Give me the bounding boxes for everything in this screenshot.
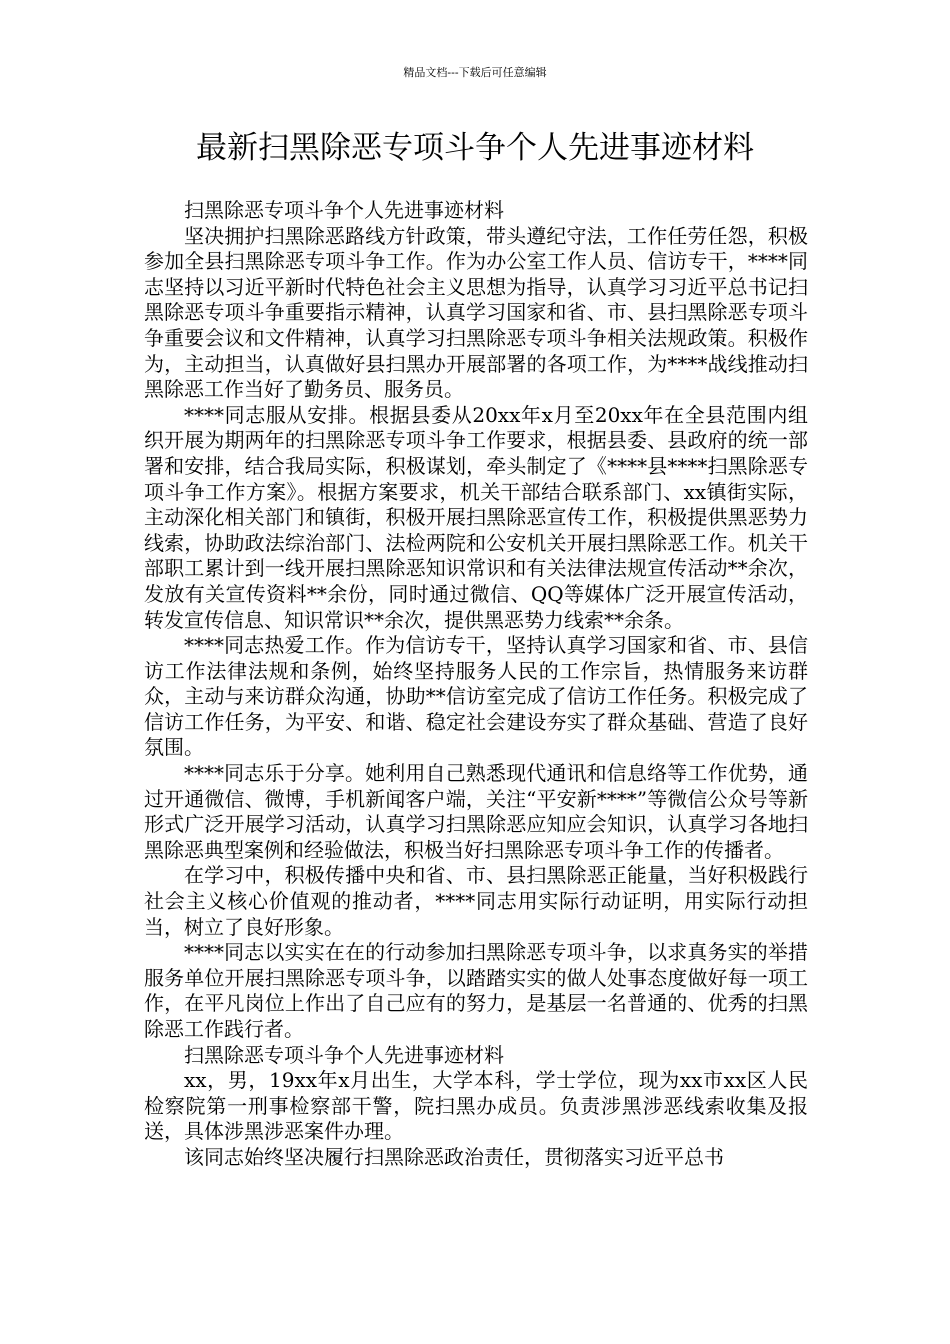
- paragraph: 扫黑除恶专项斗争个人先进事迹材料: [184, 198, 504, 222]
- paragraph: 扫黑除恶专项斗争个人先进事迹材料: [184, 1042, 504, 1067]
- document-title: 最新扫黑除恶专项斗争个人先进事迹材料: [196, 130, 754, 166]
- paragraph: ****同志服从安排。根据县委从20xx年x月至20xx年在全县范围内组织开展为期两年的扫黑除恶专项斗争工作要求，根据县委、县政府的统一部署和安排，结合我局实际，积极谋划，牵头制定了《****县****扫黑除恶专项斗争工作方案》。根据方案要求，机关干部结合联系部门、xx镇街实际，主动深化相关部门和镇街，积极开展扫黑除恶宣传工作，积极提供黑恶势力线索，协助政法综治部门、法检两院和公安机关开展扫黑除恶工作。机关干部职工累计到一线开展扫黑除恶知识常识和有关法律法规宣传活动**余次，发放有关宣传资料**余份，同时通过微信、QQ等媒体广泛开展宣传活动，转发宣传信息、知识常识**余次，提供黑恶势力线索**余条。: [144, 402, 808, 632]
- header-note: 精品文档---下载后可任意编辑: [403, 66, 547, 79]
- paragraph: 在学习中，积极传播中央和省、市、县扫黑除恶正能量，当好积极践行社会主义核心价值观的推动者，****同志用实际行动证明，用实际行动担当，树立了良好形象。: [144, 863, 808, 939]
- paragraph: xx，男，19xx年x月出生，大学本科，学士学位，现为xx市xx区人民检察院第一刑事检察部干警，院扫黑办成员。负责涉黑涉恶线索收集及报送，具体涉黑涉恶案件办理。: [144, 1068, 808, 1144]
- paragraph: 坚决拥护扫黑除恶路线方针政策，带头遵纪守法，工作任劳任怨，积极参加全县扫黑除恶专项斗争工作。作为办公室工作人员、信访专干，****同志坚持以习近平新时代特色社会主义思想为指导，认真学习习近平总书记扫黑除恶专项斗争重要指示精神，认真学习国家和省、市、县扫黑除恶专项斗争重要会议和文件精神，认真学习扫黑除恶专项斗争相关法规政策。积极作为，主动担当，认真做好县扫黑办开展部署的各项工作，为****战线推动扫黑除恶工作当好了勤务员、服务员。: [144, 223, 808, 402]
- paragraph: ****同志乐于分享。她利用自己熟悉现代通讯和信息络等工作优势，通过开通微信、微博，手机新闻客户端，关注“平安新****”等微信公众号等新形式广泛开展学习活动，认真学习扫黑除恶应知应会知识，认真学习各地扫黑除恶典型案例和经验做法，积极当好扫黑除恶专项斗争工作的传播者。: [144, 761, 808, 862]
- paragraph: ****同志热爱工作。作为信访专干，坚持认真学习国家和省、市、县信访工作法律法规和条例，始终坚持服务人民的工作宗旨，热情服务来访群众，主动与来访群众沟通，协助**信访室完成了信访工作任务。积极完成了信访工作任务，为平安、和谐、稳定社会建设夯实了群众基础、营造了良好氛围。: [144, 633, 808, 760]
- paragraph: ****同志以实实在在的行动参加扫黑除恶专项斗争，以求真务实的举措服务单位开展扫黑除恶专项斗争，以踏踏实实的做人处事态度做好每一项工作，在平凡岗位上作出了自己应有的努力，是基层一名普通的、优秀的扫黑除恶工作践行者。: [144, 940, 808, 1041]
- document-body: [144, 198, 808, 1171]
- paragraph: 该同志始终坚决履行扫黑除恶政治责任，贯彻落实习近平总书: [184, 1144, 724, 1169]
